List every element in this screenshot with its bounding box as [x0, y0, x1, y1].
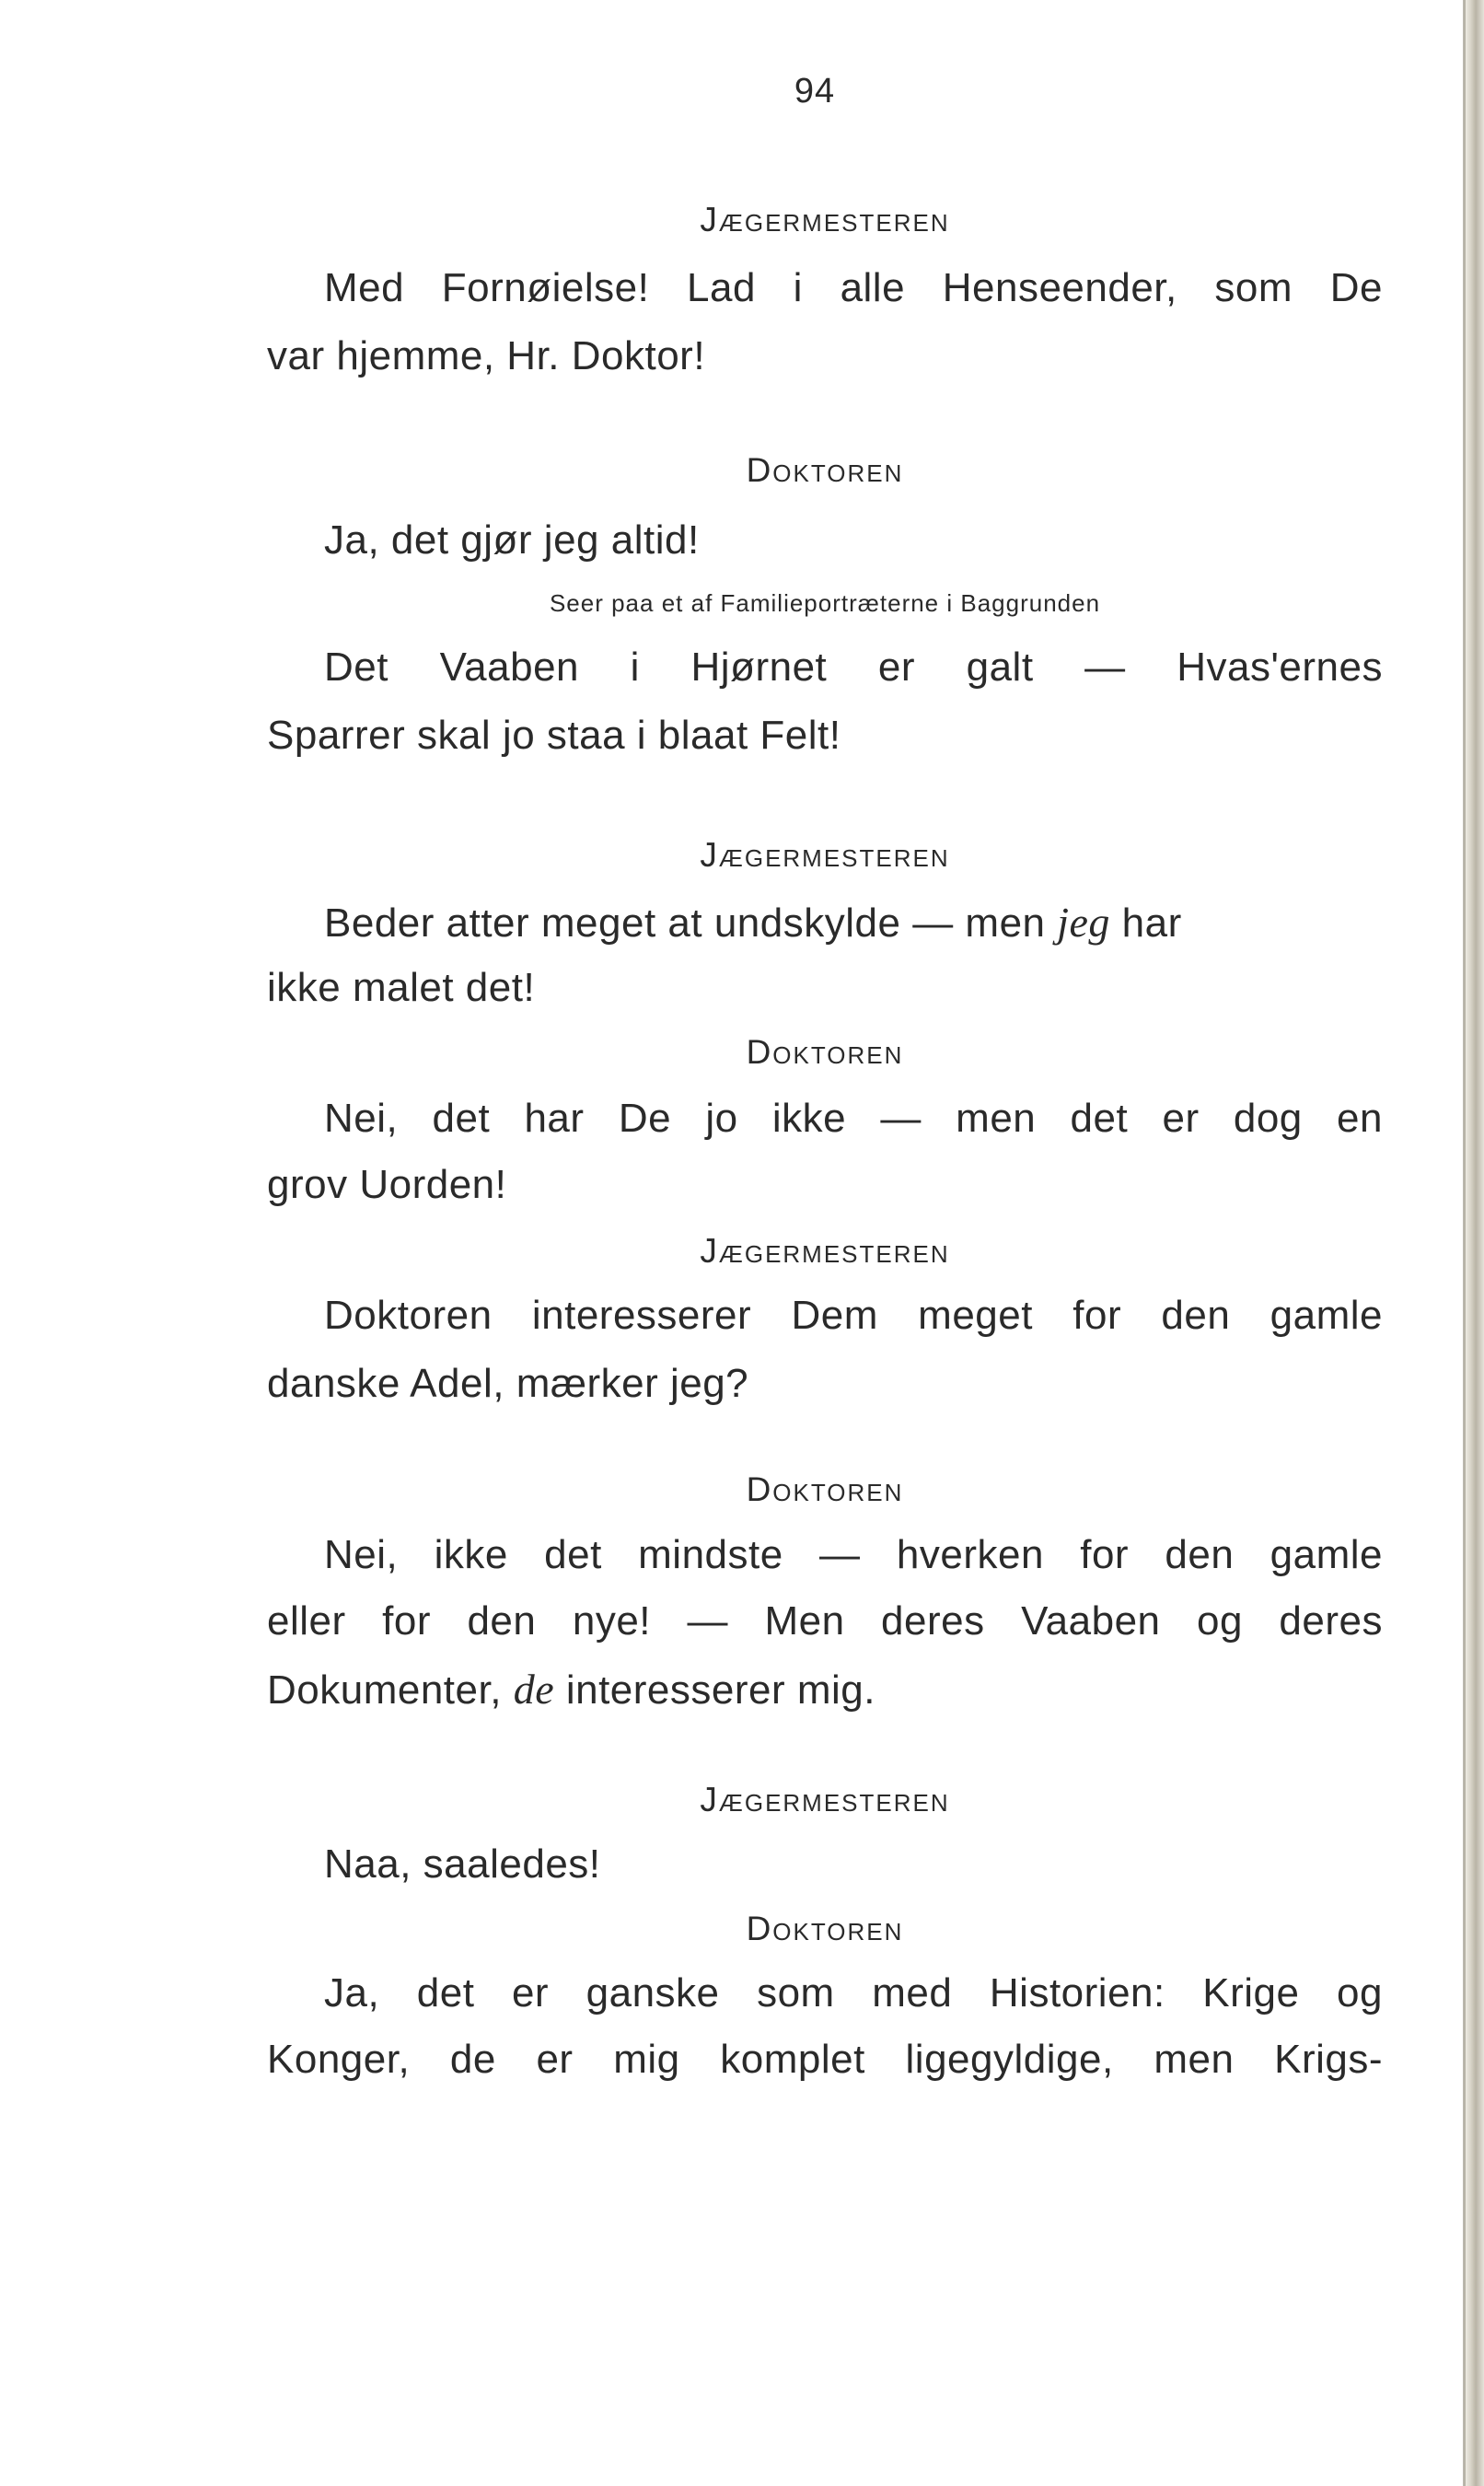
- speaker-heading: Doktoren: [746, 1033, 904, 1071]
- speaker-heading: Doktoren: [746, 451, 904, 489]
- dialogue-text: Dokumenter,: [267, 1667, 514, 1713]
- dialogue-line: Doktoren interesserer Dem meget for den gamle: [324, 1293, 1383, 1338]
- dialogue-line: [267, 898, 1383, 947]
- emphasis-text: de: [513, 1666, 555, 1713]
- speaker-heading: Jægermesteren: [700, 1781, 950, 1818]
- page-binding-edge: [1464, 0, 1484, 2486]
- dialogue-line: Sparrer skal jo staa i blaat Felt!: [267, 713, 841, 758]
- speaker-heading: Doktoren: [746, 1470, 904, 1508]
- dialogue-line: Det Vaaben i Hjørnet er galt — Hvas'ernes: [324, 645, 1383, 690]
- dialogue-line: Nei, ikke det mindste — hverken for den gamle: [324, 1532, 1383, 1577]
- page-binding-shadow: [1463, 0, 1466, 2486]
- dialogue-line: grov Uorden!: [267, 1162, 507, 1207]
- dialogue-line: Ja, det er ganske som med Historien: Krige og: [324, 1970, 1383, 2016]
- dialogue-line: Konger, de er mig komplet ligegyldige, men Krigs-: [267, 2037, 1383, 2082]
- dialogue-line: [267, 1665, 1383, 1713]
- emphasis-text: jeg: [1057, 899, 1110, 946]
- dialogue-line: eller for den nye! — Men deres Vaaben og deres: [267, 1598, 1383, 1644]
- dialogue-line: Med Fornøielse! Lad i alle Henseender, som De: [324, 265, 1383, 310]
- dialogue-line: ikke malet det!: [267, 965, 536, 1010]
- stage-direction: Seer paa et af Familieportræterne i Baggrunden: [549, 589, 1101, 617]
- dialogue-line: Naa, saaledes!: [324, 1841, 601, 1887]
- dialogue-text: Beder atter meget at undskylde — men: [324, 900, 1058, 946]
- dialogue-text: interesserer mig.: [554, 1667, 875, 1713]
- dialogue-line: Nei, det har De jo ikke — men det er dog en: [324, 1096, 1383, 1141]
- page-number: 94: [794, 72, 836, 110]
- speaker-heading: Doktoren: [746, 1910, 904, 1947]
- dialogue-line: danske Adel, mærker jeg?: [267, 1361, 749, 1406]
- dialogue-text: har: [1109, 900, 1182, 946]
- speaker-heading: Jægermesteren: [700, 1232, 950, 1270]
- speaker-heading: Jægermesteren: [700, 201, 950, 238]
- dialogue-line: Ja, det gjør jeg altid!: [324, 517, 700, 563]
- dialogue-line: var hjemme, Hr. Doktor!: [267, 333, 706, 378]
- speaker-heading: Jægermesteren: [700, 836, 950, 874]
